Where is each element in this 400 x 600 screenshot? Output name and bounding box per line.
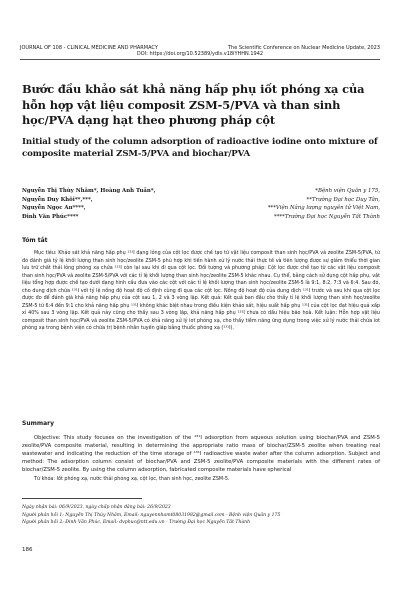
- footnote-author-1: Người phản hồi 1: Nguyễn Thị Thùy Nhâm, Email: nguyennhamt08031982@gmail.com - Bệnh viện Quân y 175: [22, 512, 281, 518]
- summary-heading: Summary: [22, 420, 55, 427]
- author-line: Nguyễn Duy Khôi**,***,: [22, 196, 93, 203]
- footnote-dates: Ngày nhận bài: 06/9/2023, ngày chấp nhận đăng bài: 26/9/2023: [22, 505, 171, 510]
- abstract-paragraph: Mục tiêu: Khảo sát khả năng hấp phụ ¹³¹I dạng lỏng của cột lọc được chế tạo từ vật liệu composit than sinh học/PVA và zeolite ZSM-5/PVA, từ đó đánh giá tỷ lệ khối lượng than sinh học/zeolite ZSM-5 phù hợp khi tiến hành xử lý nước thải thực tế và tiên lượng được sự giảm thiểu thời gian lưu trữ chất thải lỏng phóng xạ chứa ¹³¹I còn lại sau khi đi qua cột lọc. Đối tượng và phương pháp: Cột lọc được chế tạo từ các vật liệu composit than sinh học/PVA và zeolite ZSM-5/PVA với các tỉ lệ khối lượng than sinh học/zeolite ZSM-5 khác nhau. Cụ thể, bằng cách sử dụng cột hấp phụ, vật liệu tổng hợp được chế tạo dưới dạng hình cầu đưa vào các cột với các tỉ lệ khối lượng than sinh học/zeolite ZSM-5 là 9:1, 8:2, 7:3 và 6:4. Sau đó, cho dung dịch chứa ¹³¹I với tỷ lệ nồng độ hoạt độ cố định cùng đi qua các cột lọc. Nồng độ hoạt độ của dung dịch ¹³¹I trước và sau khi qua cột lọc được đo để đánh giá khả năng hấp phụ của cột sau 1, 2 và 3 vòng lặp. Kết quả: Kết quả ban đầu cho thấy tỉ lệ khối lượng than sinh học/zeolite ZSM-5 từ 6:4 đến 9:1 cho khả năng hấp phụ ¹³¹I không khác biệt nhau trong điều kiện khảo sát, hiệu suất hấp phụ ¹³¹I của cột lọc đạt hiệu quả xấp xỉ 40% sau 3 vòng lặp. Kết quả này cũng cho thấy sau 3 vòng lặp, khả năng hấp phụ ¹³¹I chưa có dấu hiệu bão hoà. Kết luận: Hỗn hợp vật liệu composit than sinh học/PVA và zeolite ZSM-5/PVA có khả năng xử lý iot phóng xạ, cho thấy tiềm năng ứng dụng trong việc xử lý nước thải chứa iot phóng xạ trong bệnh viện có chữa trị bệnh nhân tuyến giáp bằng thuốc phóng xạ (¹³¹I).: [22, 250, 380, 332]
- footnotes: [22, 504, 380, 527]
- footnote-rule: [22, 498, 142, 499]
- author-line: Đinh Văn Phúc****: [22, 213, 79, 220]
- conference-name: The Scientific Conference on Nuclear Medicine Update, 2023: [227, 45, 380, 51]
- keywords: Từ khóa: Iốt phóng xạ, nước thải phóng xạ, cột lọc, than sinh học, zeolite ZSM-5.: [34, 476, 230, 482]
- title-vietnamese: Bước đầu khảo sát khả năng hấp phụ iốt phóng xạ của hỗn hợp vật liệu composit ZSM-5/PVA và than sinh học/PVA dạng hạt theo phương pháp cột: [22, 82, 365, 127]
- author-names: [22, 187, 156, 221]
- author-line: Nguyễn Thị Thùy Nhâm*, Hoàng Anh Tuấn*,: [22, 188, 156, 194]
- page-number: 186: [22, 547, 33, 553]
- summary-paragraph: Objective: This study focuses on the investigation of the ¹³¹I adsorption from aqueous solution using biochar/PVA and ZSM-5 zeolite/PVA composite material, resulting in determining the appropriate ratio mass of biochar/ZSM-5 zeolite when treating real wastewater and indicating the reduction of the time storage of ¹³¹I radioactive waste water after the column adsorption. Subject and method: The adsorption column consist of biochar/PVA and ZSM-5 zeolite/PVA composite materials with the different rates of biochar/ZSM-5 zeolite. By using the column adsorption, fabricated composite materials have spherical: [22, 435, 380, 474]
- affiliation-line: **Trường Đại học Duy Tân,: [306, 196, 380, 203]
- abstract-heading: Tóm tắt: [22, 237, 48, 244]
- doi-link[interactable]: DOI: https://doi.org/10.52389/ydls.v18iYHHN.1942: [136, 51, 264, 57]
- affiliation-line: *Bệnh viện Quân y 175,: [315, 188, 380, 194]
- title-english: Initial study of the column adsorption of radioactive iodine onto mixture of composite material ZSM-5/PVA and biochar/PVA: [22, 137, 378, 159]
- affiliation-line: ****Trường Đại học Nguyễn Tất Thành: [274, 213, 380, 220]
- affiliation-line: ***Viện Nâng lượng nguyên tử Việt Nam,: [267, 205, 380, 212]
- header-rule: [20, 59, 380, 60]
- footnote-author-2: Người phản hồi 2: Đinh Văn Phúc, Email: dvphuc@ntt.edu.vn - Trường Đại học Nguyễn Tất Thành: [22, 520, 251, 526]
- affiliations: [268, 187, 380, 221]
- journal-name: JOURNAL OF 108 - CLINICAL MEDICINE AND PHARMACY: [20, 45, 158, 51]
- author-line: Nguyễn Ngọc An****,: [22, 205, 86, 212]
